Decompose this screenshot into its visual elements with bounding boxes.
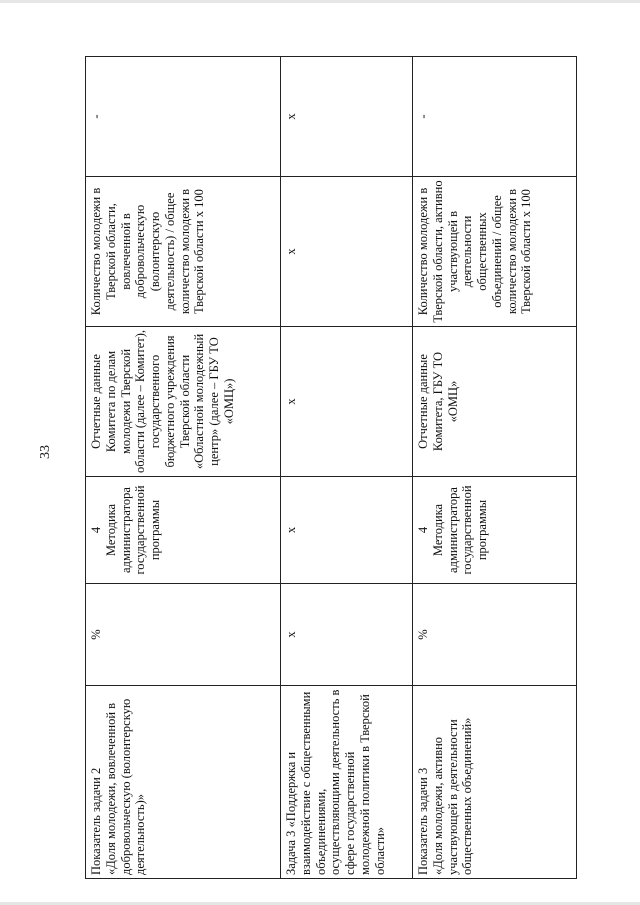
indicator-cell: Задача 3 «Поддержка и взаимодействие с общественными объединениями, осуществляющими деятельность в сфере государственной молодежной политики в Тверской области»	[281, 686, 413, 879]
source-cell: Отчетные данные Комитета по делам молодежи Тверской области (далее – Комитет), государственного бюджетного учреждения Тверской области «Областной молодежный центр» (далее – ГБУ ТО «ОМЦ»)	[86, 327, 281, 477]
formula-cell: Количество молодежи в Тверской области, вовлеченной в добровольческую (волонтерскую деятельность) / общее количество молодежи в Тверской области х 100	[86, 177, 281, 327]
indicator-table	[85, 56, 577, 879]
source-cell: Отчетные данные Комитета, ГБУ ТО «ОМЦ»	[413, 327, 577, 477]
formula-cell: х	[281, 177, 413, 327]
table-row	[86, 57, 281, 879]
unit-cell: %	[413, 584, 577, 686]
note-cell: х	[281, 57, 413, 177]
unit-cell: х	[281, 584, 413, 686]
method-cell: 4 Методика администратора государственной программы	[86, 477, 281, 584]
rotated-table-wrapper	[85, 57, 576, 879]
scan-edge-top	[0, 0, 640, 3]
page-number: 33	[38, 445, 53, 459]
table-row	[413, 57, 577, 879]
unit-cell: %	[86, 584, 281, 686]
note-cell: -	[413, 57, 577, 177]
table-row	[281, 57, 413, 879]
note-cell: -	[86, 57, 281, 177]
method-cell: 4 Методика администратора государственной программы	[413, 477, 577, 584]
method-cell: х	[281, 477, 413, 584]
source-cell: х	[281, 327, 413, 477]
indicator-cell: Показатель задачи 3 «Доля молодежи, активно участвующей в деятельности общественных объединений»	[413, 686, 577, 879]
formula-cell: Количество молодежи в Тверской области, активно участвующей в деятельности общественных объединений / общее количество молодежи в Тверской области х 100	[413, 177, 577, 327]
indicator-cell: Показатель задачи 2 «Доля молодежи, вовлеченной в добровольческую (волонтерскую деятельность)»	[86, 686, 281, 879]
